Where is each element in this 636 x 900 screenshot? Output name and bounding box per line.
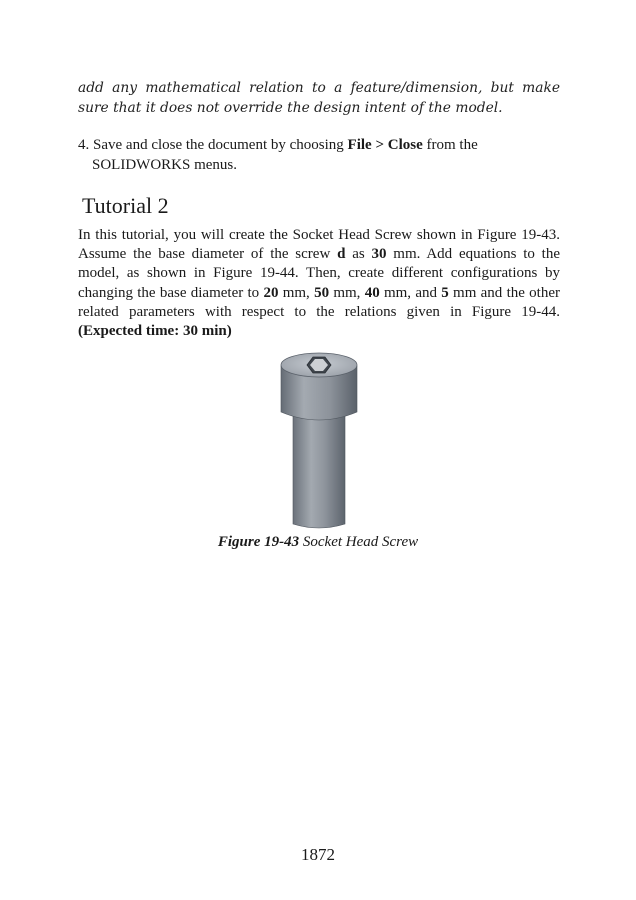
figure-label: Figure 19-43 (217, 534, 300, 550)
intro-text-3: mm. Add equations to the model, as shown in Figure 19-44. Then, create different configurations by changing the base diameter to (78, 246, 560, 301)
tutorial-heading: Tutorial 2 (82, 193, 169, 218)
note-text: add any mathematical relation to a feature/dimension, but make sure that it does not override the design intent of the model. (78, 80, 560, 116)
figure-caption-text: Socket Head Screw (299, 534, 419, 550)
page-number: 1872 (301, 845, 335, 864)
intro-text-7: mm and the other related parameters with respect to the relations given in Figure 19-44. (78, 284, 560, 320)
menu-close: Close (387, 137, 423, 153)
step-4-prefix: 4. Save and close the document by choosing (78, 137, 348, 153)
intro-value-30: 30 (371, 246, 387, 263)
intro-text-5: mm, (329, 284, 365, 301)
step-4-paragraph (78, 136, 560, 175)
tutorial-intro-paragraph (78, 226, 560, 341)
intro-text-2: as (345, 246, 372, 263)
intro-text-4: mm, (278, 284, 315, 301)
menu-separator: > (371, 137, 388, 153)
italic-note-paragraph (78, 78, 560, 118)
socket-head-screw-illustration (268, 344, 368, 534)
intro-value-5: 5 (441, 284, 449, 301)
intro-value-20: 20 (263, 284, 279, 301)
socket-head-screw-figure (268, 344, 368, 534)
screw-shaft (293, 414, 345, 528)
intro-text-6: mm, and (379, 284, 442, 301)
intro-value-40: 40 (364, 284, 380, 301)
step-4-continuation: SOLIDWORKS menus. (92, 156, 237, 173)
step-4-suffix: from the (422, 137, 478, 153)
figure-caption (0, 532, 636, 552)
intro-text-1: In this tutorial, you will create the Socket Head Screw shown in Figure 19-43. Assume the base diameter of the screw (78, 227, 560, 263)
intro-var-d: d (337, 246, 346, 263)
intro-value-50: 50 (314, 284, 330, 301)
expected-time: (Expected time: 30 min) (78, 323, 232, 340)
menu-file: File (347, 137, 372, 153)
